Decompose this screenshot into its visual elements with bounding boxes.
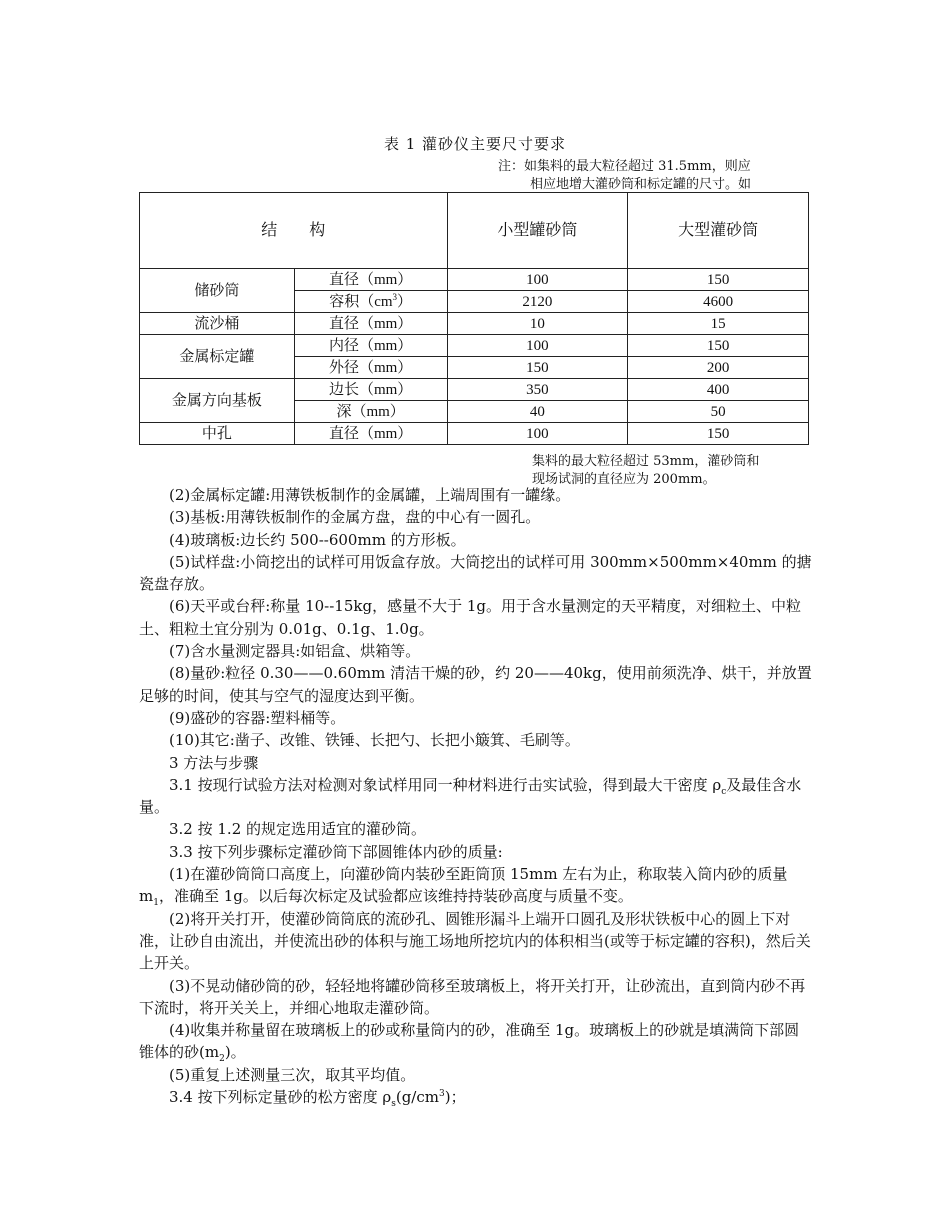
group-cell: 中孔 [140,423,295,445]
item-cell: 边长（mm） [294,379,447,401]
header-large: 大型灌砂筒 [628,193,809,269]
paragraph-tail: ，准确至 1g。以后每次标定及试验都应该维持持装砂高度与质量不变。 [158,887,633,906]
small-value: 100 [447,269,628,291]
paragraph: (4)玻璃板:边长约 500--600mm 的方形板。 [169,530,466,549]
paragraph-text: 3.4 按下列标定量砂的松方密度 ρ [169,1088,392,1107]
paragraph: (2)金属标定罐:用薄铁板制作的金属罐，上端周围有一罐缘。 [169,486,571,504]
small-value: 40 [447,401,628,423]
large-value: 200 [628,357,809,379]
paragraph-text: 3.1 按现行试验方法对检测对象试样用同一种材料进行击实试验，得到最大干密度 ρ [169,775,722,794]
table-row [140,423,809,445]
paragraph-tail: )； [444,1088,466,1107]
paragraph [139,774,814,819]
paragraph [139,1019,814,1064]
group-cell: 储砂筒 [140,269,295,313]
paragraph: (7)含水量测定器具:如铝盒、烘箱等。 [169,642,421,661]
note-top-line-1: 注：如集料的最大粒径超过 31.5mm，则应 [498,159,751,174]
table-row [140,379,809,401]
item-cell: 内径（mm） [294,335,447,357]
small-value: 350 [447,379,628,401]
m-subscript: 1 [153,898,159,909]
large-value: 150 [628,335,809,357]
paragraph-mid: (g/cm [395,1088,439,1107]
item-cell: 直径（mm） [294,423,447,445]
group-cell: 金属标定罐 [140,335,295,379]
paragraph-tail: )。 [224,1043,246,1062]
rho-subscript: c [721,786,727,797]
paragraph: 3.2 按 1.2 的规定选用适宜的灌砂筒。 [169,820,427,839]
note-bottom-line-2: 现场试洞的直径应为 200mm。 [532,472,716,487]
unit-superscript: 3 [438,1089,445,1100]
small-value: 100 [447,335,628,357]
paragraph: (6)天平或台秤:称量 10--15kg，感量不大于 1g。用于含水量测定的天平精度，对细粒土、中粒土、粗粒土宜分别为 0.01g、0.1g、1.0g。 [139,597,801,638]
item-cell: 直径（mm） [294,313,447,335]
paragraph-text: (4)收集并称量留在玻璃板上的砂或称量筒内的砂，准确至 1g。玻璃板上的砂就是填满筒下部圆锥体的砂(m [139,1021,800,1062]
item-cell: 深（mm） [294,401,447,423]
rho-subscript: s [391,1099,396,1110]
paragraph: (5)试样盘:小筒挖出的试样可用饭盒存放。大筒挖出的试样可用 300mm×500mm×40mm 的搪瓷盘存放。 [139,552,812,594]
item-cell: 直径（mm） [294,269,447,291]
paragraph: (2)将开关打开，使灌砂筒筒底的流砂孔、圆锥形漏斗上端开口圆孔及形状铁板中心的圆上下对准，让砂自由流出，并使流出砂的体积与施工场地所挖坑内的体积相当(或等于标定罐的容积)，然后关上开关。 [139,909,811,973]
note-top-line-2: 相应地增大灌砂筒和标定罐的尺寸。如 [530,177,752,192]
section-heading: 3 方法与步骤 [169,753,259,772]
paragraph [139,863,814,908]
small-value: 150 [447,357,628,379]
table-row [140,269,809,291]
paragraph [139,1086,814,1108]
header-small: 小型罐砂筒 [447,193,628,269]
large-value: 50 [628,401,809,423]
paragraph: (9)盛砂的容器:塑料桶等。 [169,708,346,727]
item-text: 容积（cm [329,293,393,310]
m-subscript: 2 [219,1054,225,1065]
paragraph: (3)不晃动储砂筒的砂，轻轻地将罐砂筒移至玻璃板上，将开关打开，让砂流出，直到筒内砂不再下流时，将开关关上，并细心地取走灌砂筒。 [139,976,806,1017]
large-value: 150 [628,423,809,445]
paragraph: 3.3 按下列步骤标定灌砂筒下部圆锥体内砂的质量: [169,842,503,861]
dimension-table [139,192,809,445]
small-value: 2120 [447,291,628,313]
small-value: 100 [447,423,628,445]
table-title: 表 1 灌砂仪主要尺寸要求 [383,135,567,153]
header-structure: 结 构 [140,193,448,269]
note-bottom-line-1: 集料的最大粒径超过 53mm，灌砂筒和 [532,454,760,469]
group-cell: 金属方向基板 [140,379,295,423]
table-row [140,335,809,357]
large-value: 400 [628,379,809,401]
item-cell: 外径（mm） [294,357,447,379]
large-value: 150 [628,269,809,291]
item-cell [294,291,447,313]
item-tail: ） [397,293,413,310]
paragraph: (5)重复上述测量三次，取其平均值。 [169,1065,416,1084]
item-sup: 3 [392,291,398,302]
table-header-row [140,193,809,269]
body-text [139,484,814,1108]
group-cell: 流沙桶 [140,313,295,335]
small-value: 10 [447,313,628,335]
large-value: 15 [628,313,809,335]
table-row [140,313,809,335]
paragraph-tail: 及最佳含水量。 [139,775,802,817]
paragraph: (10)其它:凿子、改锥、铁锤、长把勺、长把小簸箕、毛刷等。 [169,731,580,750]
paragraph: (8)量砂:粒径 0.30——0.60mm 清洁干燥的砂，约 20——40kg，使用前须洗净、烘干，并放置足够的时间，使其与空气的湿度达到平衡。 [139,664,812,705]
paragraph-text: (1)在灌砂筒筒口高度上，向灌砂筒内装砂至距筒顶 15mm 左右为止，称取装入筒内砂的质量 m [139,865,788,906]
paragraph: (3)基板:用薄铁板制作的金属方盘，盘的中心有一圆孔。 [169,508,541,527]
large-value: 4600 [628,291,809,313]
